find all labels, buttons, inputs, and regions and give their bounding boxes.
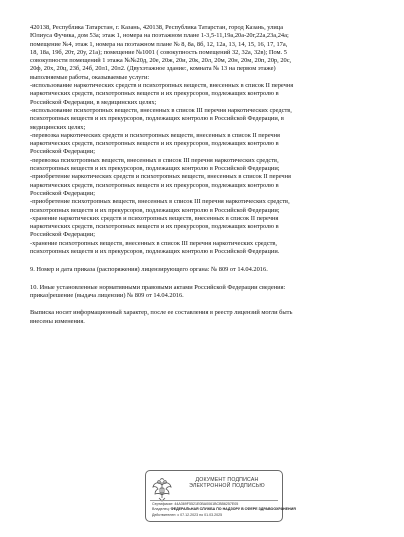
text-line: психотропных веществ и их прекурсоров, подлежащих контролю в Российской Федерации, в xyxy=(30,115,284,123)
order-number-item xyxy=(30,266,374,274)
valid-value: с 07.12.2023 по 01.03.2025 xyxy=(177,512,223,517)
valid-label: Действителен: xyxy=(152,512,177,517)
text-line: 18, 18а, 19б, 20т, 20у, 21а); помещение №1001 ( совокупность помещений 32, 32а, 32в); Пом. 5 xyxy=(30,48,287,56)
text-line: -перевозка наркотических средств и психотропных веществ, внесенных в список II перечня xyxy=(30,131,280,139)
text-line: 420138, Республика Татарстан, г. Казань, 420138, Республика Татарстан, город Казань, улица xyxy=(30,24,284,31)
text-line: 10. Иные установленные нормативными правовыми актами Российской Федерации сведения: xyxy=(30,283,286,291)
certificate-value: 44A369F5521E0BA0061BCBB6257E05 xyxy=(174,502,239,506)
text-line: -хранение психотропных веществ, внесенных в список III перечня наркотических средств, xyxy=(30,239,278,247)
text-line: -приобретение психотропных веществ, внесенных в список III перечня наркотических средств, xyxy=(30,198,290,206)
text-line: -хранение наркотических средств и психотропных веществ, внесенных в список II перечня xyxy=(30,214,279,222)
signature-title-line1: ДОКУМЕНТ ПОДПИСАН xyxy=(195,477,259,483)
text-line: наркотических средств, психотропных веществ и их прекурсоров, подлежащих контролю в xyxy=(30,223,279,231)
text-line: Российской Федерации; xyxy=(30,189,96,197)
electronic-signature-stamp xyxy=(145,470,296,522)
text-line: -использование наркотических средств и психотропных веществ, внесенных в список II перечня xyxy=(30,82,294,90)
text-line: медицинских целях; xyxy=(30,123,86,131)
text-line: наркотических средств, психотропных веществ и их прекурсоров, подлежащих контролю в xyxy=(30,140,279,148)
owner-value: ФЕДЕРАЛЬНАЯ СЛУЖБА ПО НАДЗОРУ В СФЕРЕ ЗДРАВООХРАНЕНИЯ xyxy=(170,507,296,512)
text-line: наркотических средств, психотропных веществ и их прекурсоров, подлежащих контролю в xyxy=(30,181,279,189)
signature-stamp-title xyxy=(176,477,278,490)
text-line: психотропных веществ и их прекурсоров, подлежащих контролю в Российской Федерации; xyxy=(30,165,280,173)
text-line: совокупности помещений 1 этажа №№20д, 20е, 20ж, 20и, 20к, 20л, 20м, 20н, 20м, 20п, 20р, 20с, xyxy=(30,57,292,65)
other-info-item xyxy=(30,284,374,301)
text-line: психотропных веществ и их прекурсоров, подлежащих контролю в Российской Федерации. xyxy=(30,248,280,256)
text-line: -перевозка психотропных веществ, внесенных в список III перечня наркотических средств, xyxy=(30,156,279,164)
text-line: Выписка носит информационный характер, после ее составления в реестр лицензий могли быть xyxy=(30,309,293,317)
text-line: приказ|решение (выдача лицензии) № 809 от 14.04.2016. xyxy=(30,291,184,299)
owner-label: Владелец: xyxy=(152,507,170,512)
text-line: Юлиуса Фучика, дом 53а; этаж 1, номера на поэтажном плане 1-3,5-11,19а,20а-20г,22а,23а,24а; xyxy=(30,32,289,40)
certificate-label: Сертификат: xyxy=(152,502,174,506)
signature-validity xyxy=(152,513,279,518)
double-headed-eagle-emblem-icon xyxy=(151,478,173,502)
text-line: выполняемые работы, оказываемые услуги: xyxy=(30,73,150,81)
text-line: внесены изменения. xyxy=(30,317,85,325)
activity-scope-block xyxy=(30,24,374,256)
text-line: 9. Номер и дата приказа (распоряжения) лицензирующего органа: № 809 от 14.04.2016. xyxy=(30,266,268,274)
text-line: Российской Федерации; xyxy=(30,148,96,156)
signature-details xyxy=(152,502,296,518)
text-line: Российской Федерации; xyxy=(30,231,96,239)
text-line: психотропных веществ и их прекурсоров, подлежащих контролю в Российской Федерации; xyxy=(30,206,280,214)
signature-divider xyxy=(150,500,278,501)
text-line: 20ф, 20х, 20ц, 23б, 24б, 20л1, 20л2. (Двухэтажное здание:, комната № 13 на первом этаже) xyxy=(30,65,276,73)
text-line: наркотических средств, психотропных веществ и их прекурсоров, подлежащих контролю в xyxy=(30,90,279,98)
signature-title-line2: ЭЛЕКТРОННОЙ ПОДПИСЬЮ xyxy=(189,483,265,490)
text-line: Российской Федерации, в медицинских целях; xyxy=(30,98,157,106)
text-line: -приобретение наркотических средств и психотропных веществ, внесенных в список II перечня xyxy=(30,173,291,181)
text-line: -использование психотропных веществ, внесенных в список III перечня наркотических средств, xyxy=(30,106,292,114)
disclaimer-note xyxy=(30,309,374,326)
text-line: помещение №4, этаж 1, номера на поэтажном плане № 8, 8а, 8б, 12, 12а, 13, 14, 15, 16, 17, 17а, xyxy=(30,40,288,48)
